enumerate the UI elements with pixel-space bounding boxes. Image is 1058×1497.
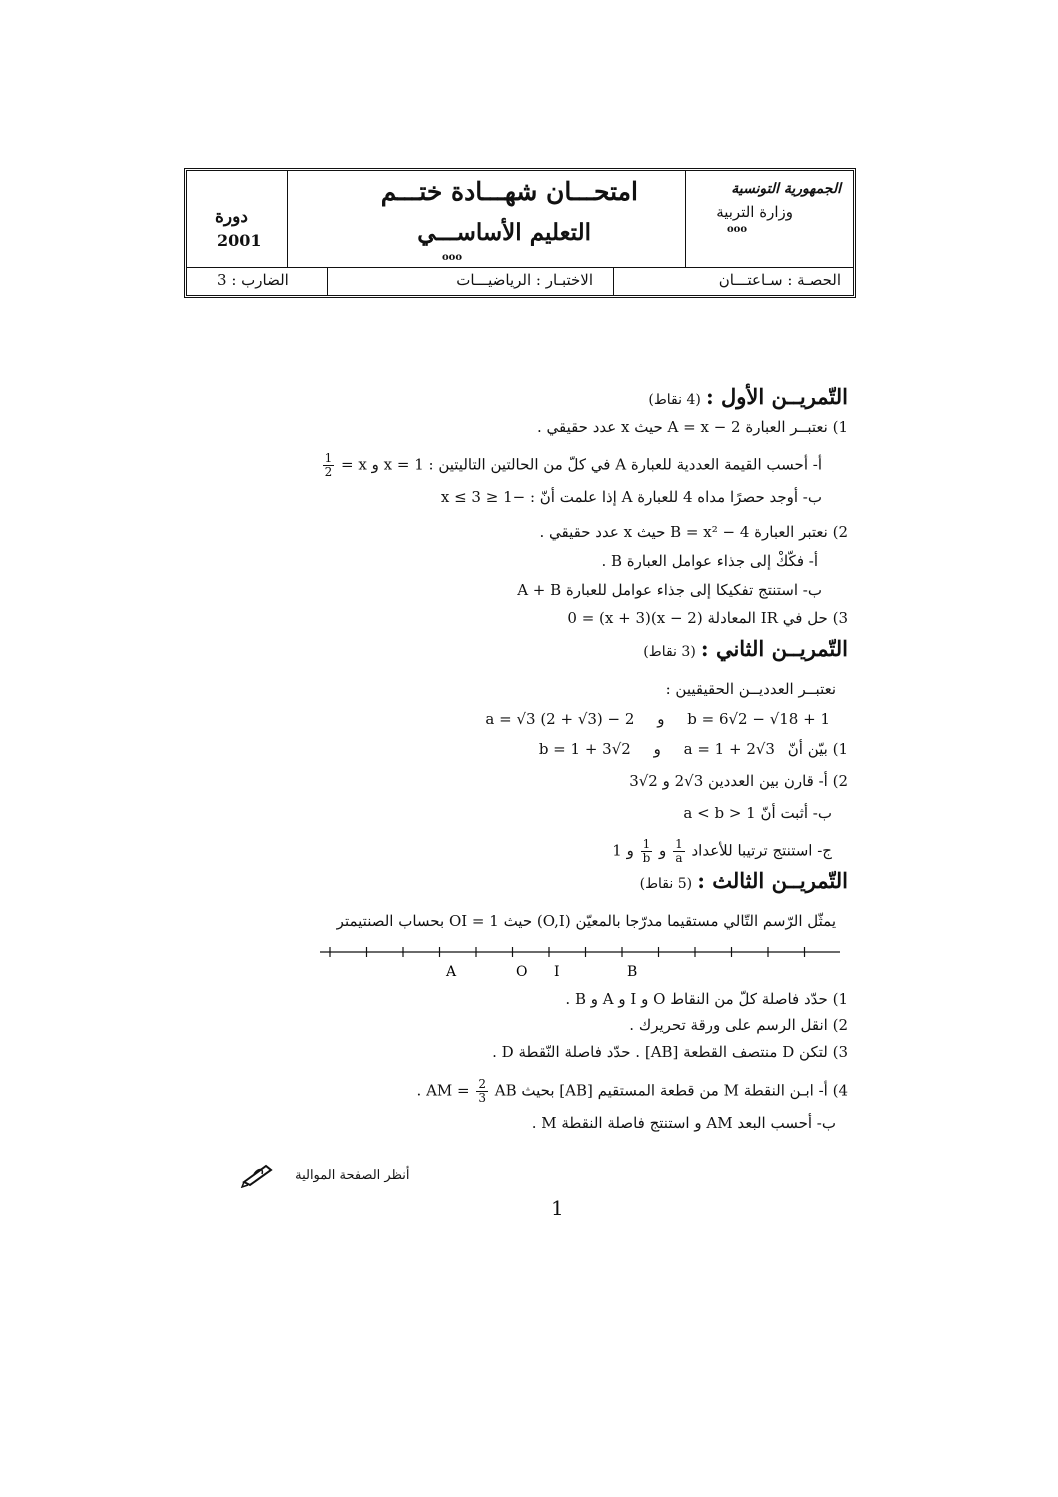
ex3-intro: يمثّل الرّسم التّالي مستقيما مدرّجا بالمعيّن (O,I) حيث OI = 1 بحساب الصنتيمتر	[336, 912, 836, 930]
ex1-q2b: ب- استنتج تفكيكا إلى جذاء عوامل للعبارة A + B	[517, 581, 822, 599]
exercise1-heading	[648, 384, 848, 409]
fraction-numerator: 1	[324, 451, 333, 465]
session-label: دورة	[215, 207, 248, 227]
ex2-q2c-and: و	[659, 841, 667, 860]
ex1-q3: 3) حل في IR المعادلة (x − 2)(x + 3) = 0	[567, 609, 848, 627]
axis-label-o: O	[516, 964, 528, 980]
ex2-and: و	[657, 710, 665, 728]
ex3-q4a-tail: AB .	[416, 1081, 517, 1100]
ex1-q1a	[321, 452, 822, 479]
ex1-q1a-fraction	[323, 452, 335, 479]
exercise2-points: (3 نقاط)	[643, 644, 696, 660]
next-page-note	[240, 1160, 409, 1188]
ex2-q1-b: b = 1 + 3√2	[538, 740, 631, 758]
exercise1-title: التّمريــن الأول :	[705, 384, 848, 409]
fraction-denominator: b	[642, 851, 651, 865]
exercise2-heading	[643, 636, 848, 661]
page-number: 1	[551, 1196, 564, 1220]
ex2-q2a: 2) أ- قارن بين العددين 3√2 و 2√3	[629, 772, 848, 790]
ex2-q2b: ب- أثبت أنّ 1 < a < b	[683, 804, 832, 822]
exercise3-points: (5 نقاط)	[639, 876, 693, 892]
axis-label-i: I	[554, 964, 560, 980]
duration-label: الحصـة : سـاعتـــان	[718, 271, 841, 289]
fraction-denominator: 3	[478, 1091, 487, 1105]
number-line	[320, 938, 840, 982]
ex1-q2: 2) نعتبر العبارة B = x² − 4 حيث x عدد حقيقي .	[539, 523, 848, 541]
ministry-label: وزارة التربية	[716, 203, 793, 221]
ex2-q2c-text: ج- استنتج ترتيبا للأعداد	[691, 841, 832, 860]
title-ornament: ooo	[442, 252, 463, 263]
ex3-q4a	[417, 1078, 848, 1105]
ex1-q1b: ب- أوجد حصرًا مداه 4 للعبارة A إذا علمت أنّ : −1 ≤ x ≤ 3	[440, 488, 822, 506]
ministry-ornament: ooo	[727, 224, 748, 235]
ex2-q2c	[612, 838, 832, 865]
header-box	[184, 168, 856, 298]
exercise3-heading	[640, 868, 848, 893]
fraction-numerator: 2	[478, 1077, 487, 1091]
ex2-q1-label: 1) بيّن أنّ	[787, 740, 848, 758]
session-year: 2001	[217, 231, 262, 250]
ex2-q1-a: a = 1 + 2√3	[683, 740, 775, 758]
exercise2-title: التّمريــن الثاني :	[700, 636, 848, 661]
pen-icon	[240, 1160, 276, 1188]
ex2-b-definition: b = 6√2 − √18 + 1	[687, 710, 830, 728]
ex1-q2a: أ- فكّكْ إلى جذاء عوامل العبارة B .	[601, 552, 818, 570]
subject-label: الاختبـار : الرياضيـــات	[456, 271, 593, 289]
ex3-q4a-text: 4) أ- ابـن النقطة M من قطعة المستقيم [AB] بحيث AM =	[426, 1081, 848, 1100]
ex2-q1	[539, 740, 848, 758]
ex2-q2c-fraction-b	[641, 838, 653, 865]
fraction-numerator: 1	[675, 837, 683, 851]
axis-label-b: B	[627, 964, 638, 980]
ex1-q1a-text: أ- أحسب القيمة العددية للعبارة A في كلّ من الحالتين التاليتين : x = 1 و x =	[341, 455, 822, 474]
ex3-q2: 2) انقل الرسم على ورقة تحريرك .	[629, 1016, 848, 1034]
fraction-numerator: 1	[642, 837, 651, 851]
republic-label: الجمهورية التونسية	[731, 181, 841, 197]
ex2-q2c-fraction-a	[673, 838, 685, 865]
exam-title-line2: التعليم الأساســـي	[417, 219, 591, 246]
ex2-definitions	[485, 710, 830, 728]
axis-label-a: A	[446, 964, 457, 980]
ex3-q4a-fraction	[476, 1078, 488, 1105]
ex1-q1: 1) نعتبــر العبارة A = x − 2 حيث x عدد حقيقي .	[536, 418, 848, 436]
ex3-q3: 3) لتكن D منتصف القطعة [AB] . حدّد فاصلة النّقطة D .	[492, 1043, 848, 1061]
ex2-a-definition: a = √3 (2 + √3) − 2	[485, 710, 635, 728]
coefficient-label: الضارب : 3	[217, 271, 289, 289]
exercise3-title: التّمريــن الثالث :	[697, 868, 848, 893]
ex2-q2c-tail: و 1	[612, 841, 634, 860]
ex2-intro: نعتبــر العدديــن الحقيقيين :	[665, 680, 836, 698]
ex2-q1-and: و	[653, 740, 661, 758]
fraction-denominator: 2	[324, 465, 333, 479]
fraction-denominator: a	[675, 851, 683, 865]
ex3-q1: 1) حدّد فاصلة كلّ من النقاط O و I و A و B .	[565, 990, 848, 1008]
ex3-q4b: ب- أحسب البعد AM و استنتج فاصلة النقطة M .	[531, 1114, 836, 1132]
exercise1-points: (4 نقاط)	[648, 392, 701, 408]
next-page-text: أنظر الصفحة الموالية	[295, 1167, 410, 1183]
exam-title-line1: امتحـــان شهـــادة ختـــم	[380, 177, 638, 206]
